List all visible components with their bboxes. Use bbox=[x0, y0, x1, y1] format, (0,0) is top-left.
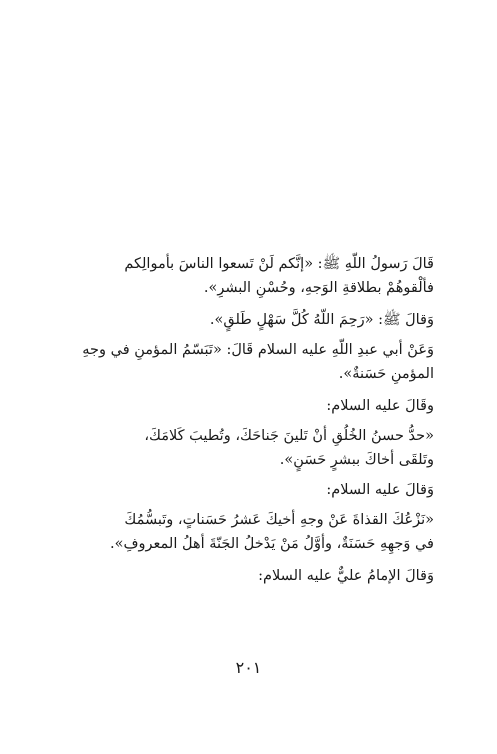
text-line: وَقالَ ﷺ: «رَحِمَ اللّهُ كُلَّ سَهْلٍ طَلقٍ». bbox=[209, 312, 434, 328]
page-number: ٢٠١ bbox=[235, 658, 262, 677]
text-line: «حدُّ حسنُ الخُلُقِ أنْ تَلينَ جَناحَكَ، وتُطيبَ كَلامَكَ، bbox=[144, 428, 434, 444]
text-line: وَعَنْ أبي عبدِ اللّهِ عليه السلام قَالَ: «تَبَسّمُ المؤمنِ في وجهِ bbox=[82, 342, 434, 358]
hadith-paragraph bbox=[64, 338, 434, 394]
hadith-paragraph bbox=[64, 478, 434, 508]
main-text bbox=[64, 252, 434, 590]
text-line: وَقالَ الإمامُ عليٌّ عليه السلام: bbox=[258, 568, 434, 584]
text-line: المؤمنِ حَسَنةٌ». bbox=[338, 366, 434, 382]
hadith-paragraph bbox=[64, 394, 434, 424]
text-line: في وَجهِهِ حَسَنَةٌ، وأوَّلُ مَنْ يَدْخلُ الجَنّةَ أهلُ المعروفِ». bbox=[110, 536, 434, 552]
hadith-paragraph bbox=[64, 564, 434, 590]
text-line: وقَالَ عليه السلام: bbox=[326, 398, 434, 414]
text-line: فألْقوهُمْ بطلاقةِ الوَجهِ، وحُسْنِ البشرِ». bbox=[203, 280, 434, 296]
text-line: وَقالَ عليه السلام: bbox=[326, 482, 434, 498]
hadith-paragraph bbox=[64, 508, 434, 564]
text-line: قَالَ رَسولُ اللّهِ ﷺ: «إنَّكم لَنْ تَسعوا الناسَ بأموالِكم bbox=[124, 256, 434, 272]
hadith-paragraph bbox=[64, 308, 434, 338]
hadith-paragraph bbox=[64, 424, 434, 478]
text-line: وتَلقَى أخاكَ ببشرٍ حَسَنٍ». bbox=[279, 452, 434, 468]
hadith-paragraph bbox=[64, 252, 434, 308]
text-line: «نَزْعُكَ القذاةَ عَنْ وجهِ أخيكَ عَشرُ حَسَناتٍ، وتَبسُّمُكَ bbox=[124, 512, 434, 528]
